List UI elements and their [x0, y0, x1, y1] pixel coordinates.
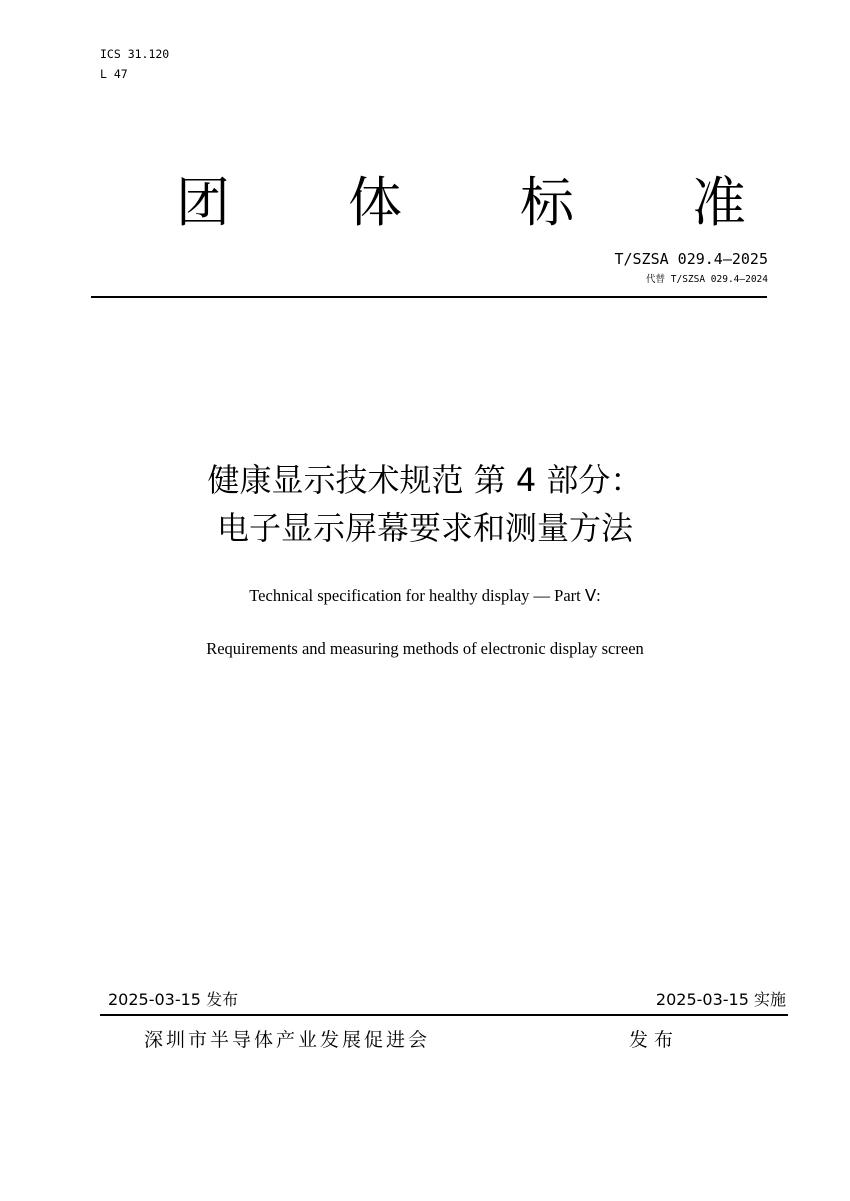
issuing-organization: 深圳市半导体产业发展促进会: [144, 1029, 431, 1051]
standard-type-char: 准: [692, 171, 746, 234]
ics-code: ICS 31.120: [100, 47, 170, 61]
title-english-line-2: Requirements and measuring methods of electronic display screen: [206, 639, 644, 658]
standard-type-heading: [176, 168, 746, 238]
standard-type-char: 团: [176, 171, 230, 234]
classification-block: [100, 44, 169, 84]
title-chinese-line-2: 电子显示屏幕要求和测量方法: [216, 509, 633, 547]
replaces-standard: 代替 T/SZSA 029.4—2024: [646, 274, 768, 285]
title-english-line-1: Technical specification for healthy display — Part Ⅴ:: [249, 586, 601, 605]
standard-type-char: 体: [348, 171, 402, 234]
bottom-divider: [100, 1014, 788, 1016]
issuer-action: 发布: [629, 1029, 680, 1051]
standard-number: T/SZSA 029.4—2025: [614, 250, 768, 268]
ccs-code: L 47: [100, 67, 128, 81]
title-chinese-line-1: 健康显示技术规范 第 4 部分：: [207, 461, 643, 499]
issue-date: 2025-03-15 发布: [108, 990, 239, 1009]
implementation-date: 2025-03-15 实施: [655, 990, 786, 1009]
standard-type-char: 标: [520, 171, 574, 234]
top-divider: [91, 296, 767, 298]
